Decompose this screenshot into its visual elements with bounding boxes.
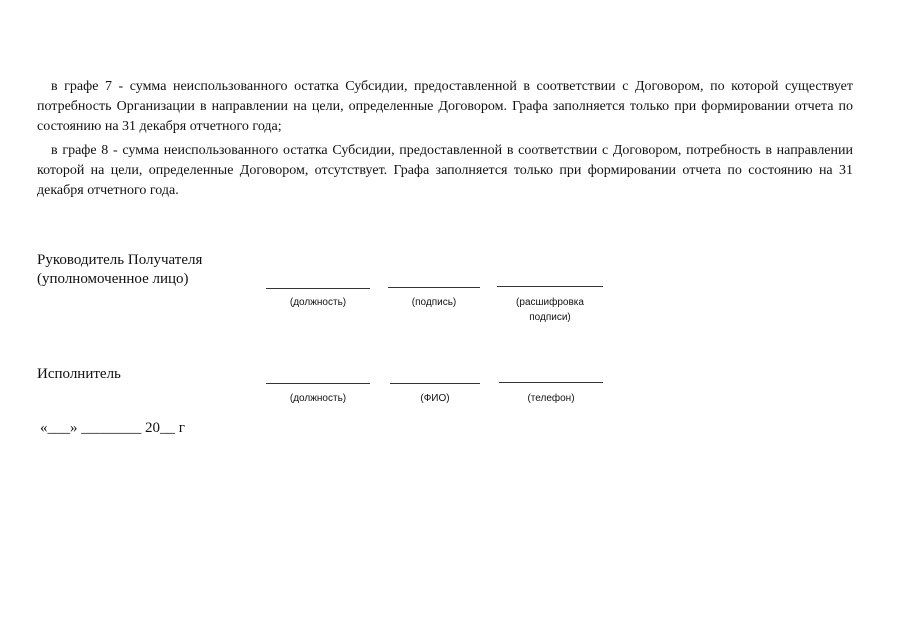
executor-phone-line xyxy=(499,382,603,383)
executor-position-line xyxy=(266,383,370,384)
head-label-line2: (уполномоченное лицо) xyxy=(37,271,189,287)
head-position-caption: (должность) xyxy=(289,297,347,308)
head-label-line1: Руководитель Получателя xyxy=(37,252,203,268)
head-position-line xyxy=(266,288,370,289)
head-of-recipient-label xyxy=(37,251,202,289)
head-signature-caption: (подпись) xyxy=(411,297,457,308)
executor-name-caption: (ФИО) xyxy=(420,393,450,404)
paragraph-column-7: в графе 7 - сумма неиспользованного остатка Субсидии, предоставленной в соответствии с Договором, по которой существует потребность Организации в направлении на цели, определенные Договором. Графа заполняется только при формировании отчета по состоянию на 31 декабря отчетного года; xyxy=(37,79,853,134)
date-line: «___» ________ 20__ г xyxy=(40,420,185,436)
executor-label: Исполнитель xyxy=(37,366,121,382)
head-signature-line xyxy=(388,287,480,288)
head-decoding-caption-line2: подписи) xyxy=(529,312,571,323)
executor-name-line xyxy=(390,383,480,384)
executor-position-caption: (должность) xyxy=(289,393,347,404)
executor-phone-caption: (телефон) xyxy=(527,393,575,404)
paragraph-column-8: в графе 8 - сумма неиспользованного остатка Субсидии, предоставленной в соответствии с Договором, потребность в направлении которой на цели, определенные Договором, отсутствует. Графа заполняется только при формировании отчета по состоянию на 31 декабря отчетного года. xyxy=(37,143,853,198)
head-decoding-caption-line1: (расшифровка xyxy=(516,297,584,308)
head-decoding-line xyxy=(497,286,603,287)
